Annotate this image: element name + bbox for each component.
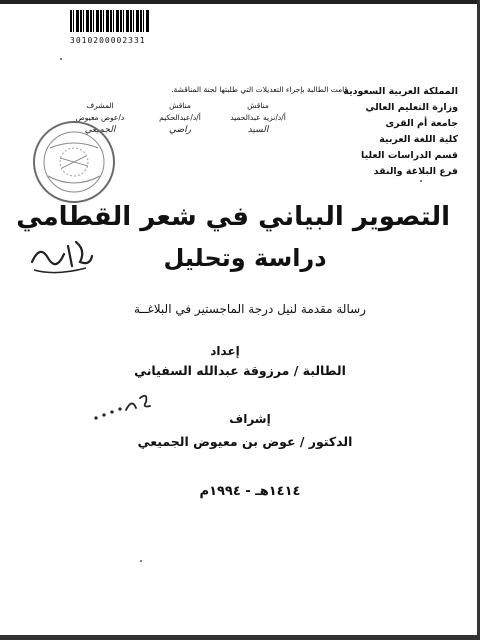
institution-line: المملكة العربية السعودية [343,86,458,97]
supervisor-name: الدكتور / عوض بن معيوض الجميعي [137,434,353,449]
preparation-label: إعداد [210,344,240,358]
committee-note: قامت الطالبة بإجراء التعديلات التي طلبتها لجنة المناقشة. [171,85,348,94]
member-role: المشرف [86,101,114,110]
member-name: د/عوض معيوض [75,113,125,122]
barcode [70,10,150,36]
thesis-title: التصوير البياني في شعر القطامي [16,202,450,232]
handwritten-margin-note [26,232,96,278]
institution-line: وزارة التعليم العالي [365,102,458,113]
member-signature: راضي [169,125,191,135]
member-signature: الجميعي [84,125,116,135]
scan-speck [420,180,422,182]
member-role: مناقش [169,101,191,110]
thesis-date: ١٤١٤هـ - ١٩٩٤م [199,484,301,499]
barcode-number: 3010200002331 [70,36,146,45]
scan-speck [140,560,142,562]
committee-member-examiner-1 [218,100,298,136]
scan-edge-top [0,0,480,4]
member-signature: السيد [247,125,269,135]
member-name: أ/د/عبدالحكيم [159,113,201,122]
institution-line: كلية اللغة العربية [379,134,458,145]
student-name: الطالبة / مرزوقة عبدالله السفياني [134,363,346,378]
scan-edge-bottom [0,635,480,640]
university-seal-stamp [30,118,118,206]
institution-line: قسم الدراسات العليا [361,150,458,161]
supervision-label: إشراف [229,412,271,426]
barcode-bars [70,10,150,32]
institution-line: جامعة أم القرى [385,118,458,129]
institution-header [308,84,458,180]
member-role: مناقش [247,101,269,110]
institution-line: فرع البلاغة والنقد [373,166,458,177]
thesis-degree-line: رسالة مقدمة لنيل درجة الماجستير في البلاغــة [134,302,366,316]
thesis-subtitle: دراسة وتحليل [163,244,327,272]
handwritten-accession-number [90,388,160,428]
member-name: أ/د/نزيه عبدالحميد [230,113,286,122]
committee-member-examiner-2 [140,100,220,136]
scan-speck [60,58,62,60]
